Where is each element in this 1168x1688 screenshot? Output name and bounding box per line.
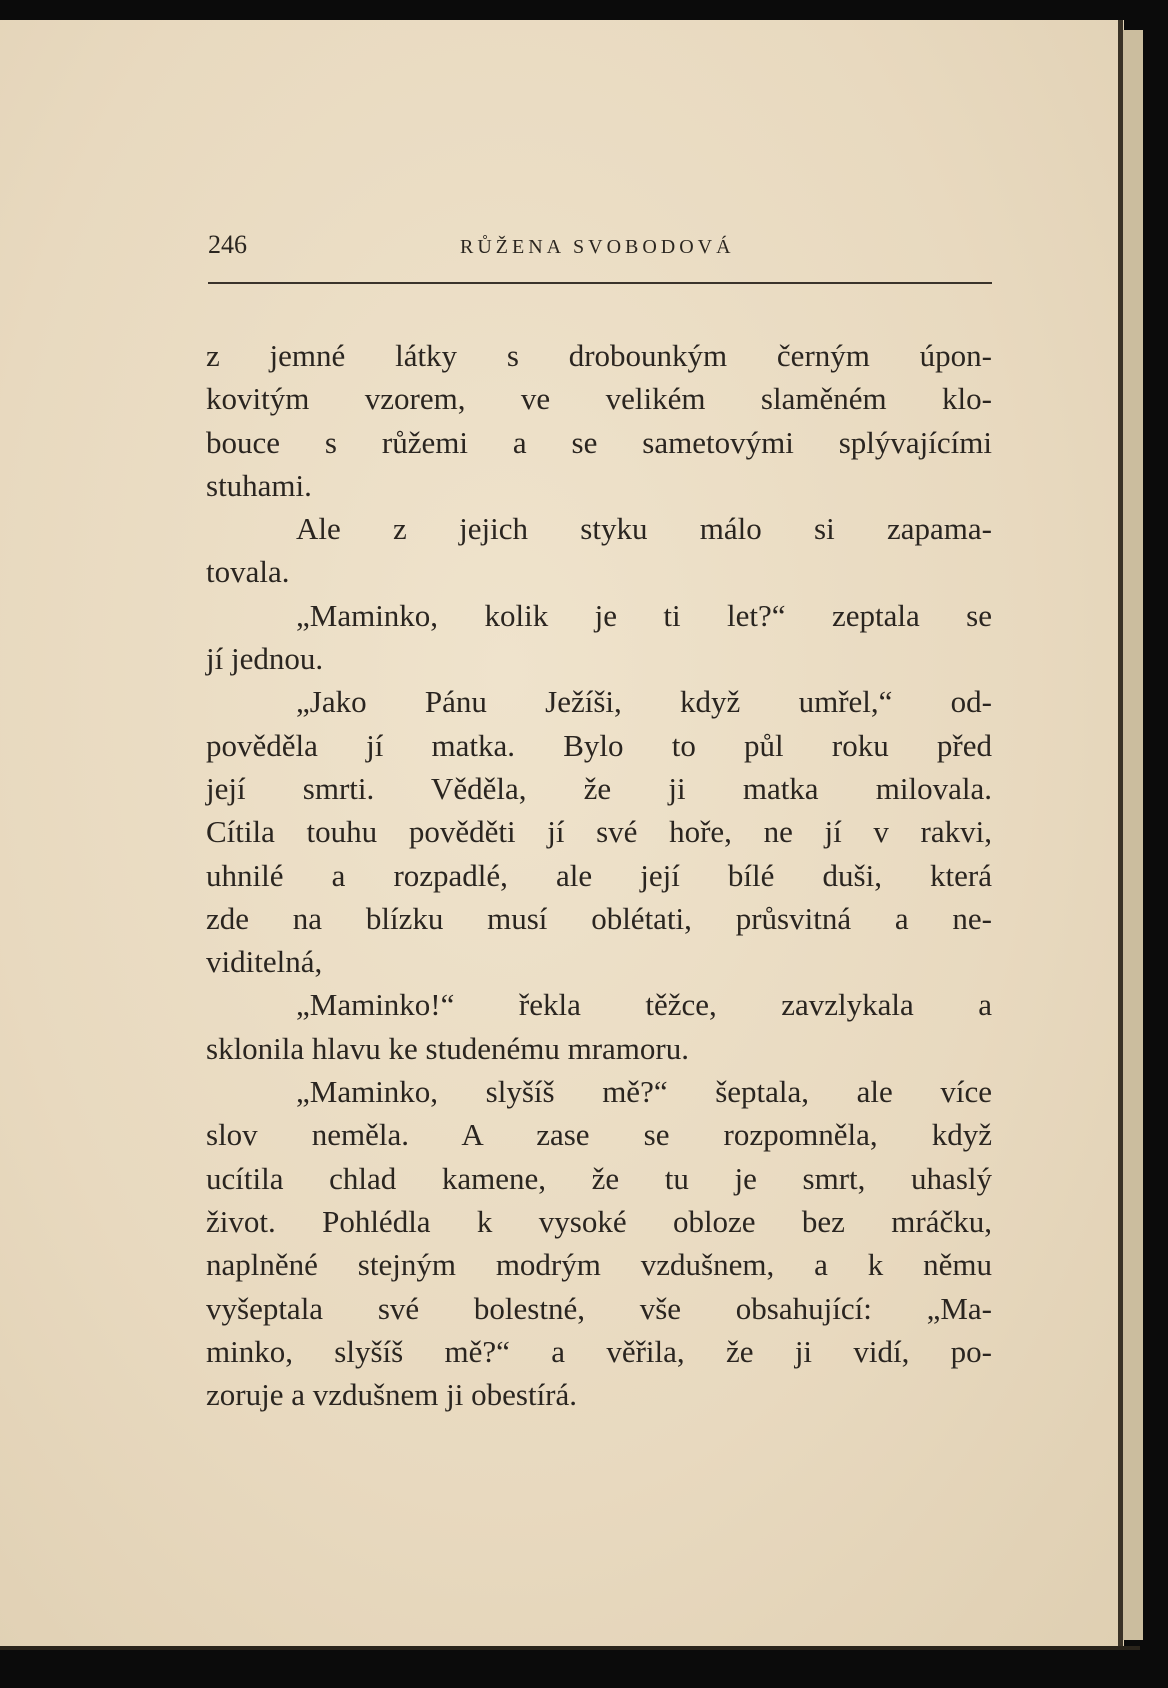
text-line: Cítila touhu pověděti jí své hoře, ne jí v rakvi, — [206, 814, 992, 850]
text-line: zoruje a vzdušnem ji obestírá. — [206, 1377, 578, 1413]
text-line: ucítila chlad kamene, že tu je smrt, uhaslý — [206, 1160, 992, 1196]
header-rule — [208, 282, 992, 284]
text-line: sklonila hlavu ke studenému mramoru. — [206, 1030, 689, 1066]
text-line: minko, slyšíš mě?“ a věřila, že ji vidí, po- — [206, 1333, 992, 1369]
text-line: pověděla jí matka. Bylo to půl roku před — [206, 727, 992, 763]
text-line: „Maminko!“ řekla těžce, zavzlykala a — [296, 987, 992, 1023]
text-line: její smrti. Věděla, že ji matka milovala. — [206, 770, 992, 806]
text-line: uhnilé a rozpadlé, ale její bílé duši, která — [206, 857, 992, 893]
text-line: kovitým vzorem, ve velikém slaměném klo- — [206, 381, 992, 417]
text-line: stuhami. — [206, 467, 312, 503]
text-line: vyšeptala své bolestné, vše obsahující: „Ma- — [206, 1290, 992, 1326]
text-line: tovala. — [206, 554, 290, 590]
text-line: „Maminko, slyšíš mě?“ šeptala, ale více — [296, 1074, 992, 1110]
page-number: 246 — [208, 230, 247, 259]
text-line: naplněné stejným modrým vzdušnem, a k němu — [206, 1247, 992, 1283]
text-line: Ale z jejich styku málo si zapama- — [296, 511, 992, 547]
text-line: slov neměla. A zase se rozpomněla, když — [206, 1117, 992, 1153]
text-line: viditelná, — [206, 944, 323, 980]
text-line: život. Pohlédla k vysoké obloze bez mráčku, — [206, 1203, 992, 1239]
page-header — [208, 228, 992, 272]
body-text — [206, 334, 992, 1416]
text-line: zde na blízku musí oblétati, průsvitná a ne- — [206, 900, 992, 936]
page-bottom-shadow — [0, 1646, 1140, 1650]
text-line: „Maminko, kolik je ti let?“ zeptala se — [296, 597, 992, 633]
running-head: RŮŽENA SVOBODOVÁ — [460, 236, 735, 258]
text-line: jí jednou. — [206, 641, 324, 677]
text-line: „Jako Pánu Ježíši, když umřel,“ od- — [296, 684, 992, 720]
text-line: z jemné látky s drobounkým černým úpon- — [206, 338, 992, 373]
text-line: bouce s růžemi a se sametovými splývajícími — [206, 424, 992, 460]
facing-page-edge — [1123, 30, 1143, 1640]
